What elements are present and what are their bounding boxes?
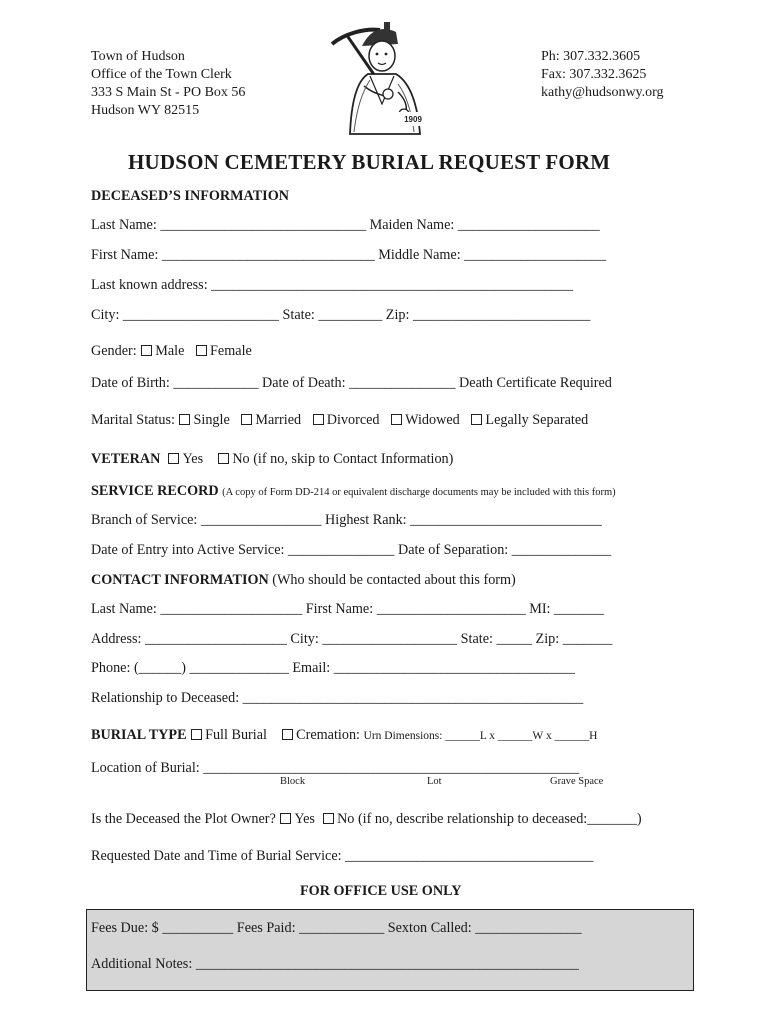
town-name: Town of Hudson <box>91 49 185 64</box>
dates-of-birth-death-field[interactable]: Date of Birth: ____________ Date of Death: _______________ Death Certificate Required <box>91 375 612 391</box>
full-burial-checkbox[interactable] <box>191 729 202 740</box>
logo-year: 1909 <box>404 115 422 124</box>
urn-dimensions-field[interactable]: Urn Dimensions: ______L x ______W x ______H <box>363 730 598 742</box>
contact-address-field[interactable]: Address: ____________________ City: ___________________ State: _____ Zip: _______ <box>91 631 613 647</box>
plot-owner-yes-label: Yes <box>294 811 315 827</box>
marital-widowed-checkbox[interactable] <box>391 414 402 425</box>
marital-single-checkbox[interactable] <box>179 414 190 425</box>
marital-married-checkbox[interactable] <box>241 414 252 425</box>
cremation-label: Cremation: <box>296 727 360 743</box>
street-address: 333 S Main St - PO Box 56 <box>91 85 246 100</box>
marital-married-label: Married <box>255 412 302 428</box>
veteran-no-checkbox[interactable] <box>218 453 229 464</box>
plot-owner-row <box>91 811 642 828</box>
veteran-no-label: No (if no, skip to Contact Information) <box>232 451 454 467</box>
city-state-zip: Hudson WY 82515 <box>91 103 200 118</box>
gender-female-label: Female <box>210 343 252 359</box>
grave-space-label: Grave Space <box>550 776 604 787</box>
miner-logo-icon <box>324 14 434 142</box>
contact-heading: CONTACT INFORMATION <box>91 572 269 588</box>
plot-owner-no-label: No (if no, describe relationship to deceased:_______) <box>337 811 642 827</box>
marital-separated-label: Legally Separated <box>485 412 589 428</box>
plot-owner-yes-checkbox[interactable] <box>280 813 291 824</box>
gender-male-label: Male <box>155 343 185 359</box>
contact-relationship-field[interactable]: Relationship to Deceased: ________________________________________________ <box>91 690 584 706</box>
veteran-label: VETERAN <box>91 451 161 467</box>
additional-notes-field[interactable]: Additional Notes: ______________________________________________________ <box>91 956 579 972</box>
service-record-note: (A copy of Form DD-214 or equivalent discharge documents may be included with this form) <box>222 487 616 498</box>
gender-male-checkbox[interactable] <box>141 345 152 356</box>
marital-status-row <box>91 412 588 429</box>
plot-owner-question: Is the Deceased the Plot Owner? <box>91 811 276 827</box>
contact-name-field[interactable]: Last Name: ____________________ First Name: _____________________ MI: _______ <box>91 601 604 617</box>
marital-widowed-label: Widowed <box>405 412 460 428</box>
fees-field[interactable]: Fees Due: $ __________ Fees Paid: ____________ Sexton Called: _______________ <box>91 920 582 936</box>
veteran-yes-checkbox[interactable] <box>168 453 179 464</box>
burial-type-label: BURIAL TYPE <box>91 727 187 743</box>
deceased-section-heading: DECEASED’S INFORMATION <box>91 188 289 204</box>
office-use-heading: FOR OFFICE USE ONLY <box>300 883 462 899</box>
contact-note: (Who should be contacted about this form) <box>272 572 516 588</box>
full-burial-label: Full Burial <box>205 727 267 743</box>
deceased-first-name-field[interactable]: First Name: ______________________________ Middle Name: ____________________ <box>91 247 607 263</box>
town-address-block <box>91 48 245 120</box>
contact-phone-email-field[interactable]: Phone: (______) ______________ Email: __________________________________ <box>91 660 575 676</box>
deceased-city-state-zip-field[interactable]: City: ______________________ State: _________ Zip: _________________________ <box>91 307 591 323</box>
requested-date-field[interactable]: Requested Date and Time of Burial Service: ___________________________________ <box>91 848 594 864</box>
marital-single-label: Single <box>193 412 230 428</box>
lot-label: Lot <box>427 776 442 787</box>
gender-label: Gender: <box>91 343 137 359</box>
service-record-heading-row <box>91 483 616 500</box>
gender-row <box>91 343 252 360</box>
gender-female-checkbox[interactable] <box>196 345 207 356</box>
burial-location-field[interactable]: Location of Burial: _____________________________________________________ <box>91 760 580 776</box>
office-use-box <box>86 909 694 991</box>
contact-block <box>541 48 664 102</box>
email-address: kathy@hudsonwy.org <box>541 85 664 100</box>
marital-separated-checkbox[interactable] <box>471 414 482 425</box>
service-record-heading: SERVICE RECORD <box>91 483 219 499</box>
veteran-row <box>91 451 453 468</box>
block-label: Block <box>280 776 306 787</box>
branch-rank-field[interactable]: Branch of Service: _________________ Highest Rank: ___________________________ <box>91 512 602 528</box>
office-name: Office of the Town Clerk <box>91 67 232 82</box>
fax-number: Fax: 307.332.3625 <box>541 67 647 82</box>
contact-heading-row <box>91 572 516 589</box>
phone-number: Ph: 307.332.3605 <box>541 49 641 64</box>
marital-divorced-label: Divorced <box>326 412 380 428</box>
deceased-last-name-field[interactable]: Last Name: _____________________________ Maiden Name: ____________________ <box>91 217 600 233</box>
plot-owner-no-checkbox[interactable] <box>323 813 334 824</box>
marital-divorced-checkbox[interactable] <box>313 414 324 425</box>
veteran-yes-label: Yes <box>182 451 204 467</box>
marital-status-label: Marital Status: <box>91 412 175 428</box>
deceased-address-field[interactable]: Last known address: ___________________________________________________ <box>91 277 573 293</box>
cremation-checkbox[interactable] <box>282 729 293 740</box>
burial-type-row <box>91 727 597 744</box>
service-dates-field[interactable]: Date of Entry into Active Service: _______________ Date of Separation: ______________ <box>91 542 612 558</box>
form-title: HUDSON CEMETERY BURIAL REQUEST FORM <box>128 150 611 174</box>
